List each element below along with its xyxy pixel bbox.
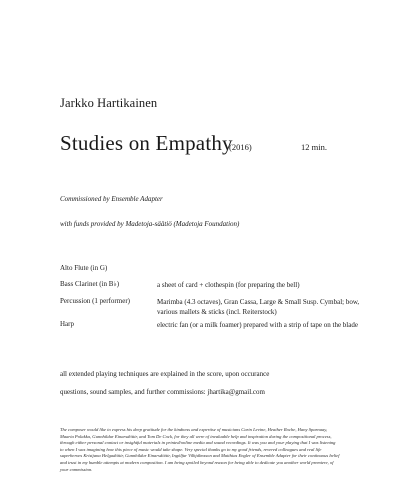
title-row [60, 131, 360, 159]
contact-note: questions, sound samples, and further commissions: jhartika@gmail.com [60, 388, 265, 396]
funding-line: with funds provided by Madetoja-säätiö (Madetoja Foundation) [60, 220, 240, 228]
work-title: Studies on Empathy [60, 131, 233, 155]
composer-name: Jarkko Hartikainen [60, 96, 158, 110]
instrument-name: Alto Flute (in G) [60, 264, 108, 272]
commission-line: Commissioned by Ensemble Adapter [60, 195, 163, 203]
instrument-detail: Marimba (4.3 octaves), Gran Cassa, Large & Small Susp. Cymbal; bow, various mallets & sticks (incl. Reiterstock) [157, 298, 360, 316]
acknowledgement-paragraph: The composer would like to express his deep gratitude for the kindness and expertise of musicians Carin Levine, Heather Roche, Hany Sparnaay, Maaria Polakka, Gunnhildur Einarsdóttir, and Tom De Cock, for they all were of invaluable help and inspiration during the compositional process, through either personal contact or insightful materials in printed/online media and sound recordings. It was you and your playing that I was listening to when I was imagining how this piece of music would take shape. Very special thanks go to my good friends, revered colleagues and real life superheroes Kristjana Helgadóttir, Gunnhildur Einarsdóttir, Ingólfur Vilhjálmsson and Matthias Engler of Ensemble Adapter for their continuous belief and trust in my humble attempts at modern composition. I am being spoiled beyond reason for being able to dedicate you another world premiere, of your commission. [60, 427, 340, 472]
work-year: (2016) [229, 142, 252, 152]
instrument-name: Percussion (1 performer) [60, 297, 130, 305]
techniques-note: all extended playing techniques are explained in the score, upon occurance [60, 370, 270, 378]
work-duration: 12 min. [301, 142, 327, 152]
instrument-name: Bass Clarinet (in B♭) [60, 280, 120, 288]
instrument-name: Harp [60, 320, 74, 328]
instrument-detail: a sheet of card + clothespin (for preparing the bell) [157, 281, 300, 289]
instrument-detail: electric fan (or a milk foamer) prepared with a strip of tape on the blade [157, 321, 358, 329]
